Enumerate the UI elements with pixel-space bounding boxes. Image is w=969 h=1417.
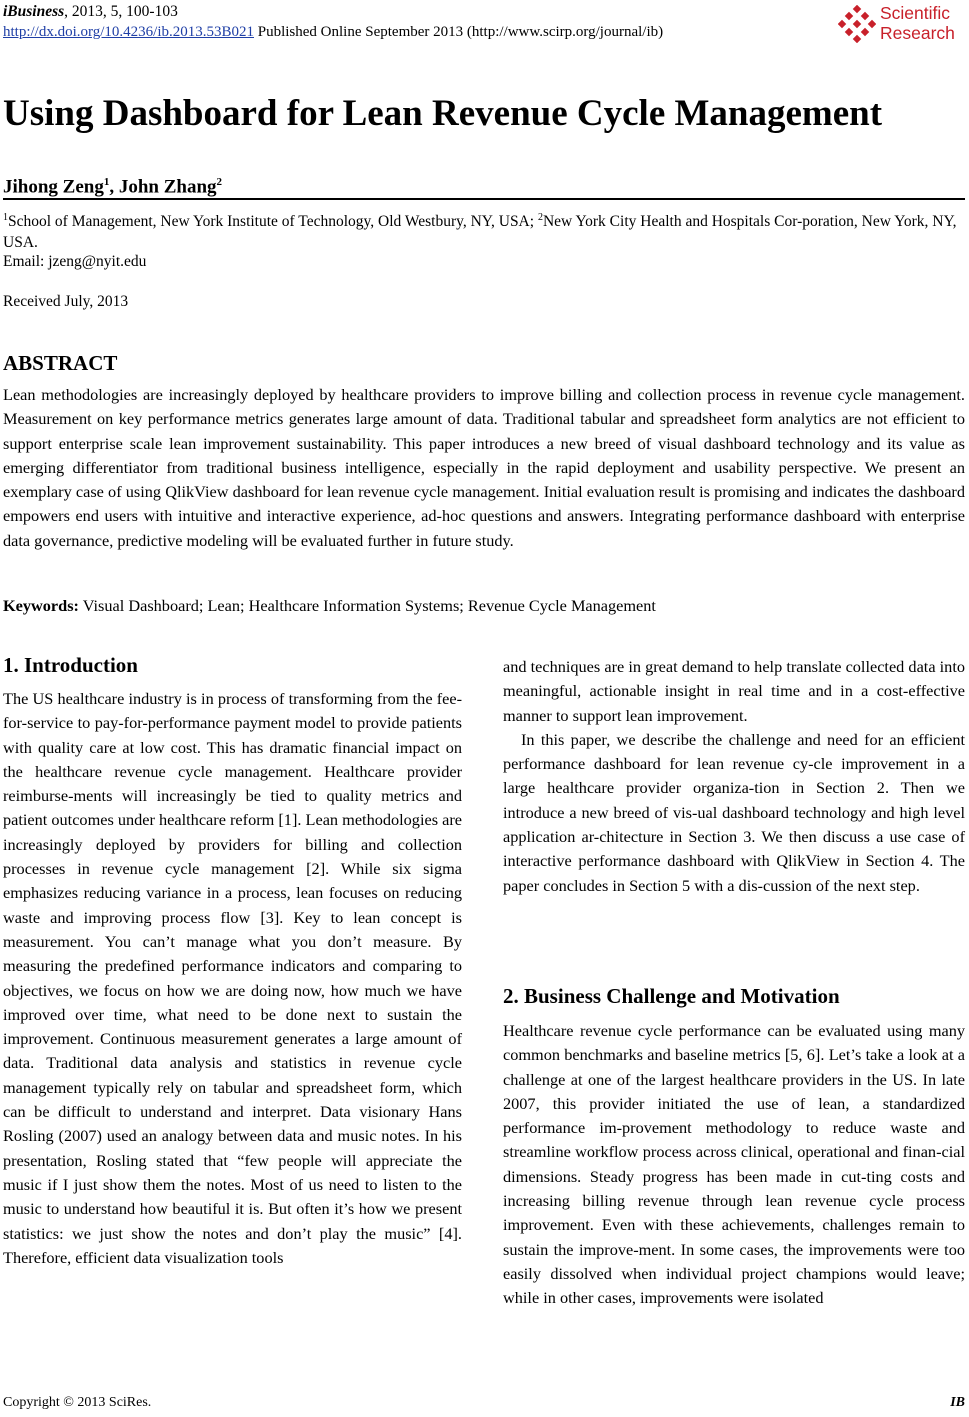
footer-journal-abbr: IB [950,1395,965,1410]
received-date: Received July, 2013 [3,293,129,310]
author-1: Jihong Zeng [3,176,104,198]
keywords-label: Keywords: [3,596,79,615]
right-column-bottom [503,1019,965,1311]
author-list [3,170,222,199]
right-column-top [503,655,965,898]
author-2-affil: 2 [216,176,223,188]
scientific-research-logo-icon [838,5,876,43]
section-1-paragraph-1: The US healthcare industry is in process of transforming from the fee-for-service to pay-for-performance payment model to provide patients with quality care at low cost. This has dramatic financial impact on the healthcare revenue cycle management. Healthcare provider reimburse-ments will increasingly be tied to quality metrics and patient outcomes under healthcare reform [1]. Lean methodologies are increasingly deployed by providers for billing and collection processes in revenue cycle management [2]. While six sigma emphasizes reducing variance in a process, lean focuses on reducing waste and improving process flow [3]. Key to lean concept is measurement. You can’t manage what you don’t measure. By measuring the predefined performance indicators and comparing to objectives, we focus on how we are doing now, how much we have improved over time, what need to be done next to sustain the improvement. Continuous measurement generates a large amount of data. Traditional data analysis and statistics in revenue cycle management typically rely on tabular and spreadsheet form, which can be difficult to understand and interpret. Data visionary Hans Rosling (2007) used an analogy between data and music notes. In his presentation, Rosling stated that “few people will appreciate the music if I just show them the notes. Most of us need to listen to the music to understand how beautiful it is. But often it’s how we present statistics: we just show the notes and don’t play the music” [4]. Therefore, efficient data visualization tools [3,689,462,1267]
author-2: John Zhang [118,176,217,198]
section-2-paragraph-1: Healthcare revenue cycle performance can be evaluated using many common benchmarks and baseline metrics [5, 6]. Let’s take a look at a challenge at one of the largest healthcare providers in the US. In late 2007, this provider initiated the use of lean, a standardized performance im-provement methodology to reduce waste and streamline workflow process across clinical, operational and finan-cial dimensions. Steady progress has been made in cut-ting costs and increasing billing revenue through lean revenue cycle process improvement. Even with these achievements, challenges remain to sustain the improve-ment. In some cases, the improvements were too easily dissolved when individual project champions would leave; while in other cases, improvements were isolated [503,1021,965,1308]
logo-text [880,3,955,43]
logo-line-2: Research [880,23,955,43]
footer-copyright: Copyright © 2013 SciRes. [3,1395,152,1410]
title-divider [3,198,965,200]
doi-link[interactable]: http://dx.doi.org/10.4236/ib.2013.53B021 [3,24,254,40]
affiliations [3,207,965,253]
published-online: Published Online September 2013 (http://www.scirp.org/journal/ib) [254,24,664,40]
affil-1-marker: 1 [3,212,8,223]
affil-2-marker: 2 [537,212,543,223]
section-1-paragraph-1-continued: and techniques are in great demand to help translate collected data into meaningful, actionable insight in real time and in a cost-effective manner to support lean improvement. [503,657,965,725]
author-email: Email: jzeng@nyit.edu [3,253,147,270]
section-1-heading: 1. Introduction [3,653,138,677]
paper-title: Using Dashboard for Lean Revenue Cycle Management [3,93,883,134]
logo-line-1: Scientific [880,3,951,23]
affil-1: School of Management, New York Institute of Technology, Old Westbury, NY, USA; [8,213,538,231]
section-1-paragraph-2: In this paper, we describe the challenge and need for an efficient performance dashboard for lean revenue cy-cle improvement in a large healthcare provider organiza-tion in Section 2. Then we introduce a new breed of vis-ual dashboard technology and high level application ar-chitecture in Section 3. We then discuss a use case of interactive performance dashboard with QlikView in Section 4. The paper concludes in Section 5 with a dis-cussion of the next step. [503,729,965,895]
journal-name: iBusiness [3,3,65,20]
abstract-text: Lean methodologies are increasingly deployed by healthcare providers to improve billing and collection process in revenue cycle management. Measurement on key performance metrics generates large amount of data. Traditional tabular and spreadsheet form analytics are not efficient to support enterprise scale lean improvement sustainability. This paper introduces a new breed of visual dashboard technology and its value as emerging differentiator from traditional business intelligence, especially in the rapid deployment and usability perspective. We present an exemplary case of using QlikView dashboard for lean revenue cycle management. Initial evaluation result is promising and indicates the dashboard empowers end users with intuitive and interactive experience, ad-hoc questions and answers. Integrating performance dashboard with enterprise data governance, predictive modeling will be evaluated further in future study. [3,385,965,550]
journal-volume: , 2013, 5, 100-103 [64,3,178,20]
affil-2: New York City Health and Hospitals Cor-poration, New York, NY, USA. [3,213,957,252]
author-1-affil: 1 [103,176,110,188]
author-separator: , [109,176,119,198]
publisher-logo [838,3,966,45]
keywords [3,595,656,617]
keywords-list: Visual Dashboard; Lean; Healthcare Information Systems; Revenue Cycle Management [78,596,656,615]
abstract-heading: ABSTRACT [3,351,118,375]
doi-line [3,23,663,41]
section-2-heading: 2. Business Challenge and Motivation [503,984,840,1008]
journal-citation [3,3,178,21]
left-column [3,687,462,1270]
